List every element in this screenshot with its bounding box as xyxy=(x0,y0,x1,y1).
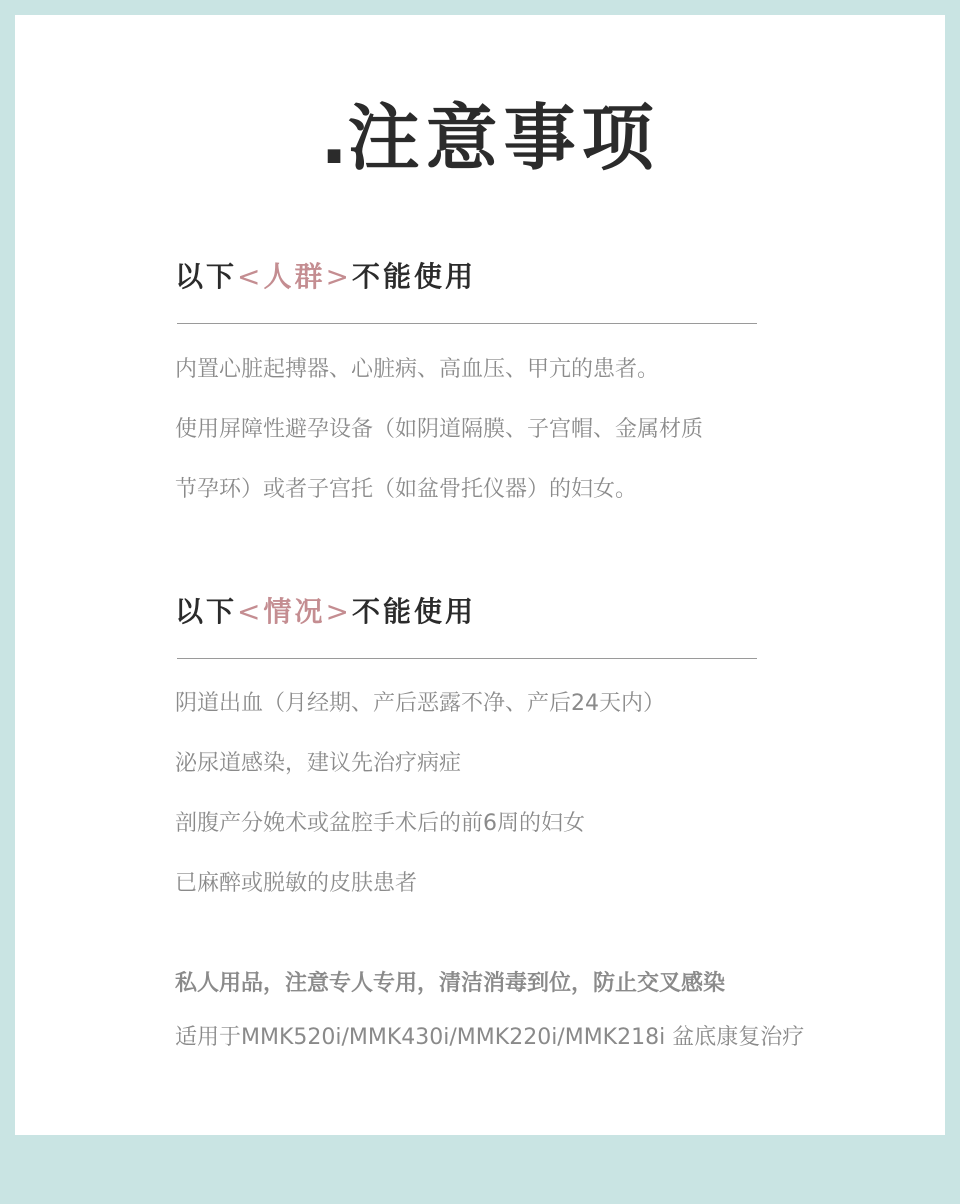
heading-suffix: 不能使用 xyxy=(351,595,476,628)
list-item: 节孕环）或者子宫托（如盆骨托仪器）的妇女。 xyxy=(175,477,638,502)
title-dot: . xyxy=(320,96,348,180)
heading-suffix: 不能使用 xyxy=(351,260,476,293)
section-divider xyxy=(177,658,757,659)
heading-close-bracket: > xyxy=(325,260,352,293)
heading-open-bracket: < xyxy=(237,260,264,293)
heading-keyword: 情况 xyxy=(263,595,326,628)
list-item: 内置心脏起搏器、心脏病、高血压、甲亢的患者。 xyxy=(175,357,660,382)
section-heading-conditions xyxy=(175,592,476,632)
heading-prefix: 以下 xyxy=(175,595,238,628)
list-item: 泌尿道感染，建议先治疗病症 xyxy=(175,751,462,776)
page-title xyxy=(15,93,960,183)
section-heading-people xyxy=(175,257,476,297)
heading-close-bracket: > xyxy=(325,595,352,628)
list-item: 剖腹产分娩术或盆腔手术后的前6周的妇女 xyxy=(175,811,585,836)
applicable-models-note: 适用于MMK520i/MMK430i/MMK220i/MMK218i 盆底康复治疗 xyxy=(175,1025,805,1050)
content-card xyxy=(15,15,945,1135)
list-item: 使用屏障性避孕设备（如阴道隔膜、子宫帽、金属材质 xyxy=(175,417,704,442)
heading-prefix: 以下 xyxy=(175,260,238,293)
hygiene-note: 私人用品，注意专人专用，清洁消毒到位，防止交叉感染 xyxy=(175,971,726,996)
list-item: 阴道出血（月经期、产后恶露不净、产后24天内） xyxy=(175,691,665,716)
title-text: 注意事项 xyxy=(347,96,660,180)
heading-keyword: 人群 xyxy=(263,260,326,293)
section-divider xyxy=(177,323,757,324)
heading-open-bracket: < xyxy=(237,595,264,628)
list-item: 已麻醉或脱敏的皮肤患者 xyxy=(175,871,418,896)
